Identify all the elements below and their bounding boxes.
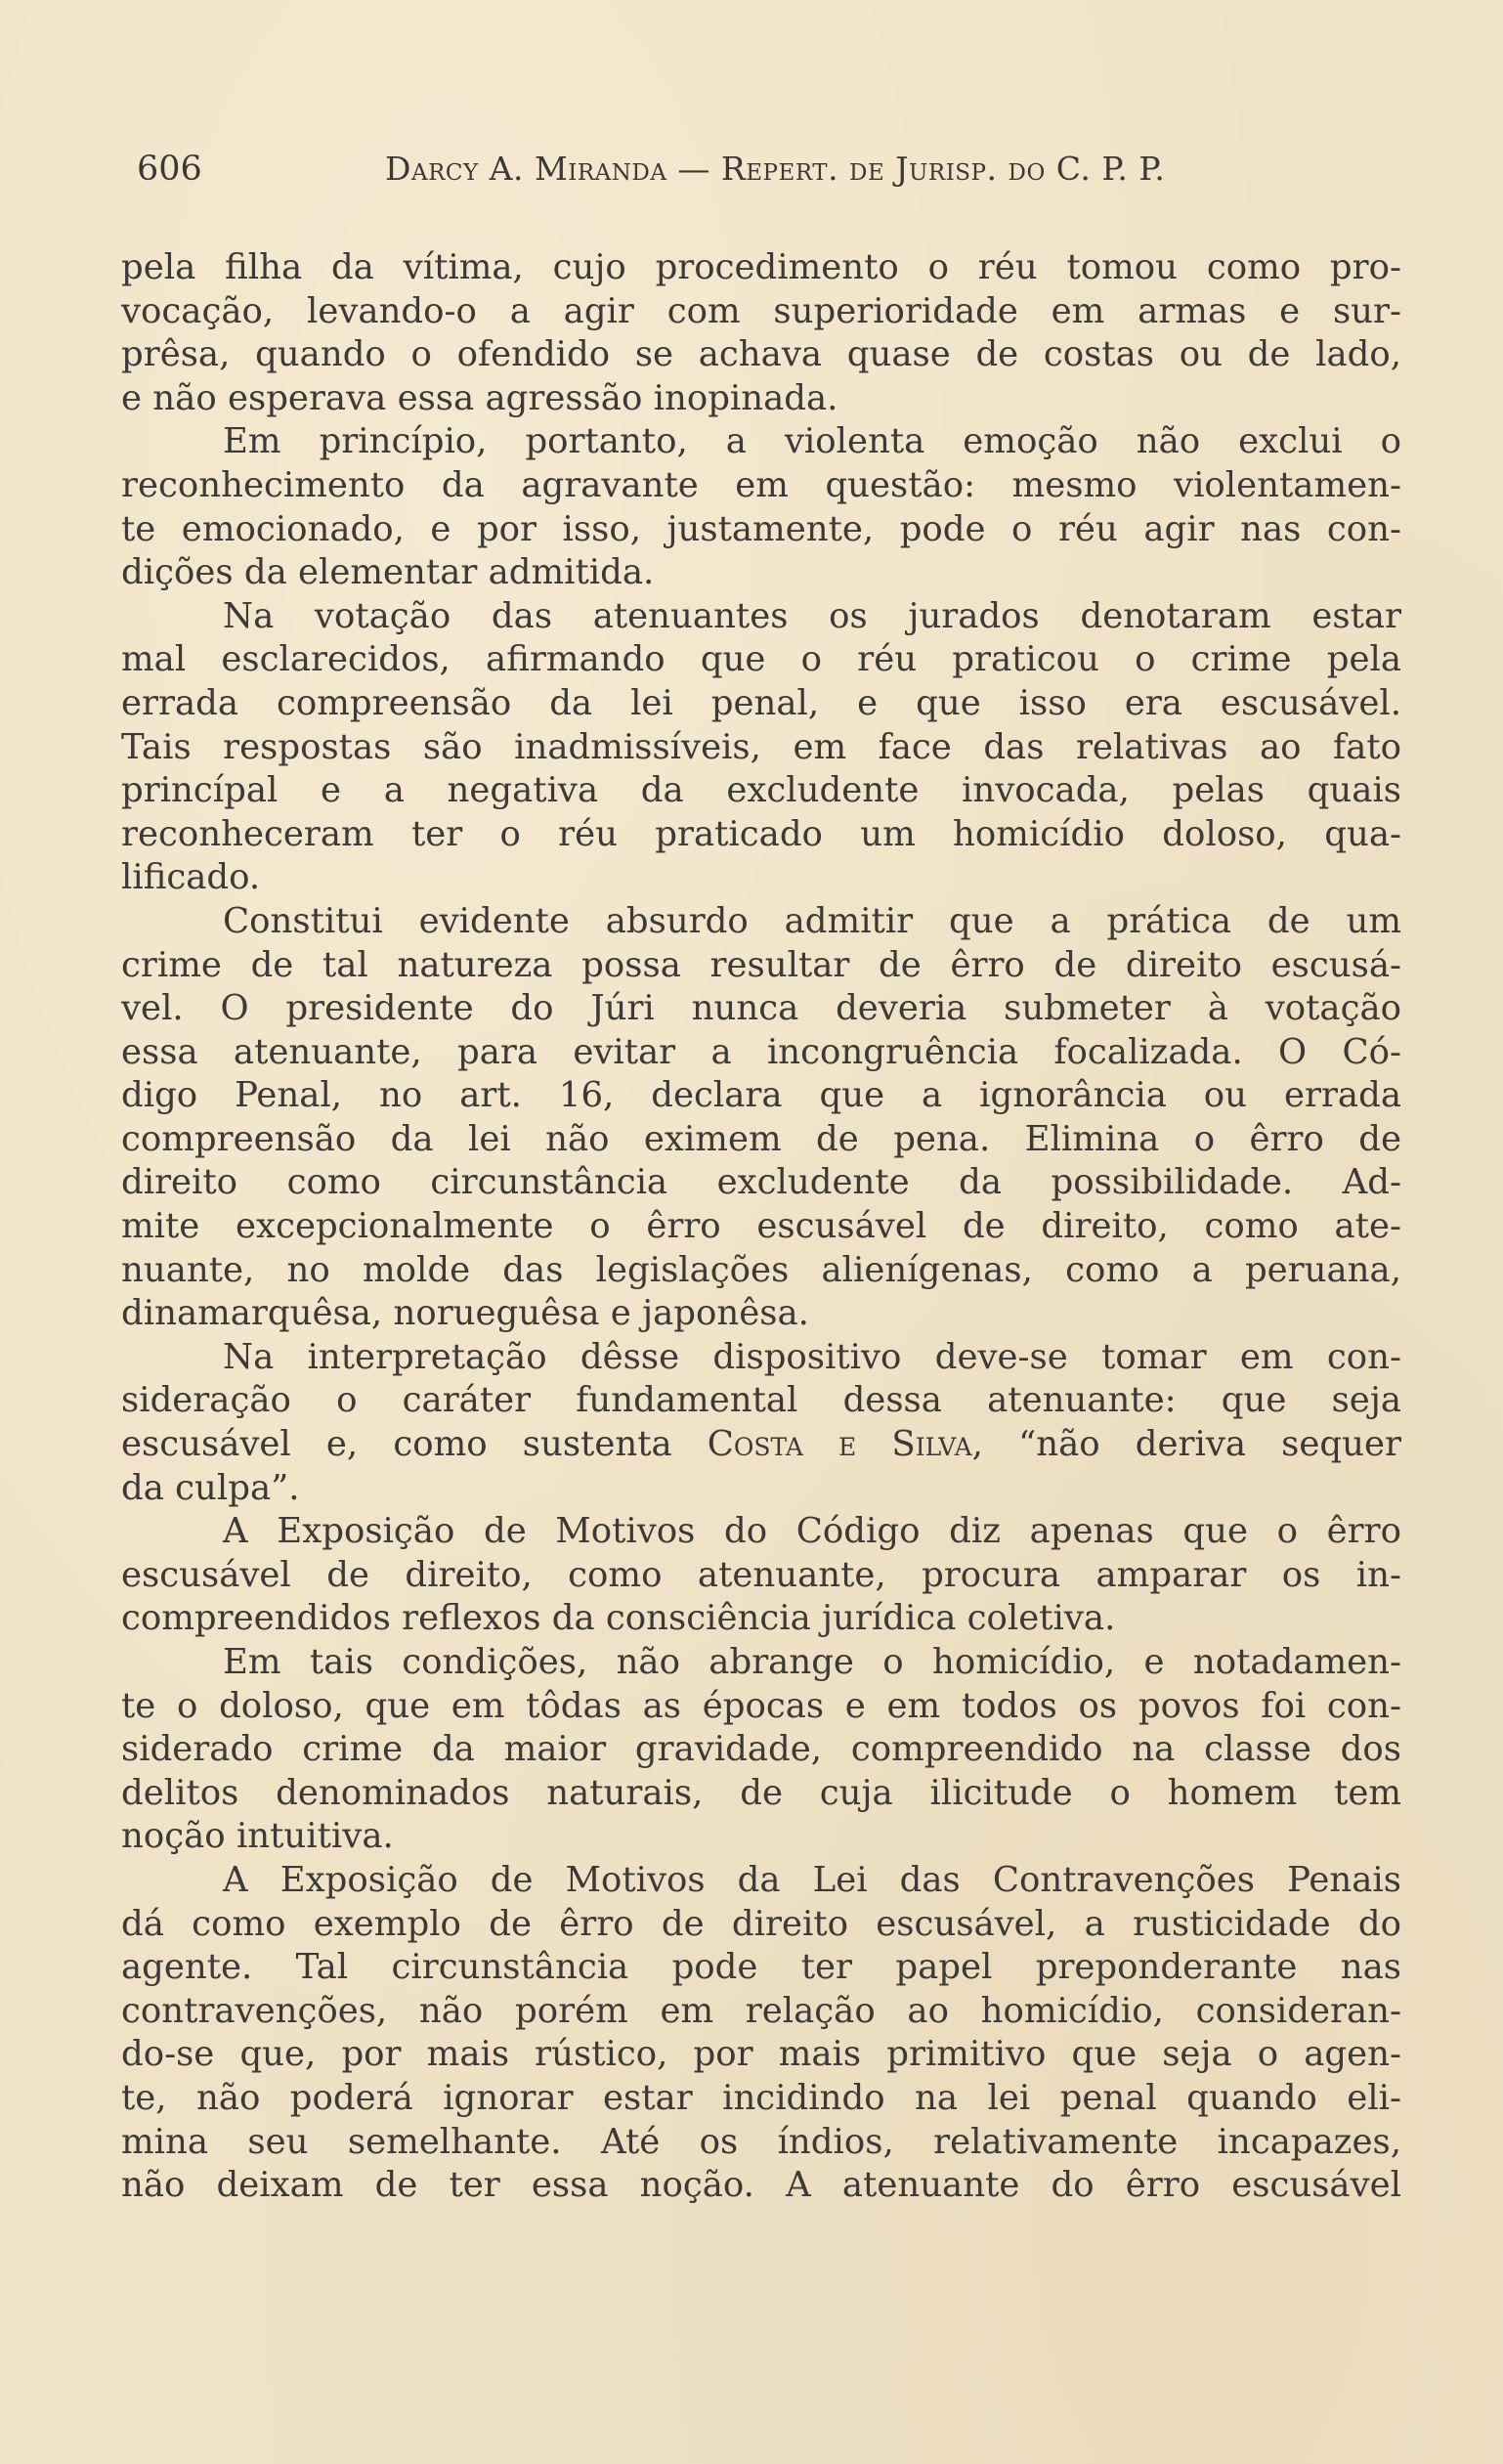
text-line: Em tais condições, não abrange o homicídio, e notadamen- [223, 1642, 1401, 1682]
text-line: A Exposição de Motivos da Lei das Contravenções Penais [223, 1859, 1401, 1900]
text-line: contravenções, não porém em relação ao homicídio, consideran- [121, 1990, 1401, 2031]
text-line: da culpa”. [121, 1467, 300, 1508]
text-line: Tais respostas são inadmissíveis, em face das relativas ao fato [121, 726, 1401, 767]
text-line: te, não poderá ignorar estar incidindo na lei penal quando eli- [121, 2077, 1401, 2118]
text-line: delitos denominados naturais, de cuja ilicitude o homem tem [121, 1772, 1401, 1813]
page-number: 606 [137, 150, 202, 189]
text-line: vocação, levando-o a agir com superioridade em armas e sur- [121, 290, 1401, 331]
text-line: pela filha da vítima, cujo procedimento o réu tomou como pro- [121, 247, 1401, 287]
text-line: reconhecimento da agravante em questão: mesmo violentamen- [121, 464, 1401, 505]
text-line: Constitui evidente absurdo admitir que a prática de um [223, 900, 1401, 941]
paragraph [121, 246, 1401, 420]
text-line: do-se que, por mais rústico, por mais primitivo que seja o agen- [121, 2034, 1401, 2075]
text-line: mite excepcionalmente o êrro escusável de direito, como ate- [121, 1206, 1401, 1247]
text-line: Em princípio, portanto, a violenta emoção não exclui o [223, 421, 1401, 462]
text-line: prêsa, quando o ofendido se achava quase de costas ou de lado, [121, 334, 1401, 375]
text-line: Na votação das atenuantes os jurados denotaram estar [223, 595, 1401, 636]
text-line: noção intuitiva. [121, 1816, 394, 1857]
text-line: digo Penal, no art. 16, declara que a ignorância ou errada [121, 1075, 1401, 1116]
text-line: Na interpretação dêsse dispositivo deve-se tomar em con- [223, 1336, 1401, 1377]
text-line: e não esperava essa agressão inopinada. [121, 377, 838, 418]
author-name: Costa e Silva [707, 1424, 972, 1465]
paragraph [121, 1859, 1401, 2208]
text-line: escusável de direito, como atenuante, procura amparar os in- [121, 1554, 1401, 1595]
text-line: te emocionado, e por isso, justamente, pode o réu agir nas con- [121, 508, 1401, 549]
text-line: não deixam de ter essa noção. A atenuante do êrro escusável [121, 2165, 1401, 2206]
paragraph [121, 595, 1401, 900]
paragraph [121, 420, 1401, 594]
paragraph [121, 1641, 1401, 1859]
text-line: dinamarquêsa, norueguêsa e japonêsa. [121, 1293, 809, 1334]
text-line: reconheceram ter o réu praticado um homicídio doloso, qua- [121, 813, 1401, 854]
paragraph [121, 1510, 1401, 1641]
body-text [121, 246, 1401, 2208]
text-line: direito como circunstância excludente da possibilidade. Ad- [121, 1162, 1401, 1203]
text-line: escusável e, como sustenta Costa e Silva, “não deriva sequer [121, 1424, 1401, 1465]
text-line: dá como exemplo de êrro de direito escusável, a rusticidade do [121, 1903, 1401, 1944]
text-line: mina seu semelhante. Até os índios, relativamente incapazes, [121, 2121, 1401, 2162]
text-line: agente. Tal circunstância pode ter papel preponderante nas [121, 1947, 1401, 1988]
text-line: te o doloso, que em tôdas as épocas e em todos os povos foi con- [121, 1685, 1401, 1726]
text-line: princípal e a negativa da excludente invocada, pelas quais [121, 770, 1401, 811]
text-line: mal esclarecidos, afirmando que o réu praticou o crime pela [121, 639, 1401, 680]
text-line: compreendidos reflexos da consciência jurídica coletiva. [121, 1598, 1116, 1639]
text-line: errada compreensão da lei penal, e que isso era escusável. [121, 682, 1401, 723]
running-title: Darcy A. Miranda — Repert. de Jurisp. do C. P. P. [385, 150, 1166, 188]
text-line: siderado crime da maior gravidade, compreendido na classe dos [121, 1729, 1401, 1770]
text-line: dições da elementar admitida. [121, 552, 655, 593]
text-line: lificado. [121, 857, 261, 898]
text-line: vel. O presidente do Júri nunca deveria submeter à votação [121, 988, 1401, 1029]
text-line: crime de tal natureza possa resultar de êrro de direito escusá- [121, 944, 1401, 985]
running-head [137, 145, 1399, 194]
text-line: A Exposição de Motivos do Código diz apenas que o êrro [223, 1511, 1401, 1552]
text-line: nuante, no molde das legislações alienígenas, como a peruana, [121, 1249, 1401, 1290]
paragraph [121, 900, 1401, 1336]
text-line: essa atenuante, para evitar a incongruência focalizada. O Có- [121, 1031, 1401, 1072]
text-line: sideração o caráter fundamental dessa atenuante: que seja [121, 1380, 1401, 1421]
paragraph [121, 1336, 1401, 1510]
text-line: compreensão da lei não eximem de pena. Elimina o êrro de [121, 1118, 1401, 1159]
